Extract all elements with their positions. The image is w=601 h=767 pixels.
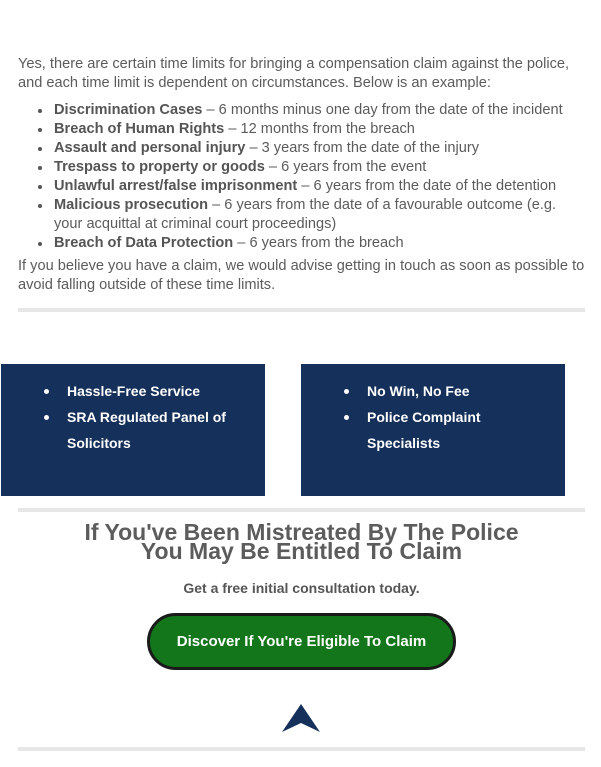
bullet-icon (344, 415, 349, 420)
up-arrow-icon[interactable] (281, 703, 321, 733)
list-item-detail: – 6 years from the event (264, 159, 427, 175)
list-item-detail: – 6 months minus one day from the date of the incident (202, 102, 563, 118)
section-divider (18, 508, 585, 512)
feature-item-label: Police Complaint Specialists (367, 409, 481, 451)
list-item (54, 139, 588, 158)
bullet-icon (344, 389, 349, 394)
time-limits-section (18, 55, 588, 295)
feature-item (1, 404, 265, 456)
bullet-icon (38, 242, 42, 246)
feature-list (301, 364, 565, 456)
cta-heading-line: You May Be Entitled To Claim (140, 538, 463, 564)
feature-item (301, 378, 565, 404)
list-item-term: Breach of Human Rights (54, 121, 225, 137)
feature-item (301, 404, 565, 456)
time-limits-list (18, 101, 588, 253)
list-item (54, 177, 588, 196)
list-item-detail: – 6 years from the breach (233, 235, 404, 251)
feature-box-right (301, 364, 565, 496)
cta-heading (18, 519, 585, 564)
feature-item-label: Hassle-Free Service (67, 383, 201, 399)
bullet-icon (38, 128, 42, 132)
cta-heading-line: If You've Been Mistreated By The Police (84, 519, 519, 545)
feature-list (1, 364, 265, 456)
list-item (54, 120, 588, 139)
list-item-term: Breach of Data Protection (54, 235, 234, 251)
list-item (54, 196, 588, 234)
list-item-term: Trespass to property or goods (54, 159, 265, 175)
feature-item-label: No Win, No Fee (367, 383, 470, 399)
feature-box-left (1, 364, 265, 496)
bullet-icon (38, 204, 42, 208)
list-item-term: Malicious prosecution (54, 197, 209, 213)
cta-subtitle: Get a free initial consultation today. (183, 580, 420, 596)
intro-paragraph: Yes, there are certain time limits for bringing a compensation claim against the police, and each time limit is dependent on circumstances. Below is an example: (18, 56, 570, 91)
section-divider (18, 747, 585, 751)
bullet-icon (44, 389, 49, 394)
feature-item-label: SRA Regulated Panel of Solicitors (67, 409, 226, 451)
bullet-icon (38, 166, 42, 170)
list-item-detail: – 6 years from the date of the detention (297, 178, 557, 194)
closing-paragraph: If you believe you have a claim, we would advise getting in touch as soon as possible to avoid falling outside of these time limits. (18, 258, 585, 293)
bullet-icon (38, 147, 42, 151)
list-item-term: Discrimination Cases (54, 102, 203, 118)
bullet-icon (38, 185, 42, 189)
list-item (54, 101, 588, 120)
section-divider (18, 308, 585, 312)
list-item-term: Assault and personal injury (54, 140, 246, 156)
list-item (54, 234, 588, 253)
bullet-icon (44, 415, 49, 420)
list-item-detail: – 12 months from the breach (224, 121, 415, 137)
list-item-term: Unlawful arrest/false imprisonment (54, 178, 298, 194)
feature-item (1, 378, 265, 404)
bullet-icon (38, 109, 42, 113)
list-item-detail: – 3 years from the date of the injury (245, 140, 480, 156)
eligibility-button[interactable]: Discover If You're Eligible To Claim (147, 613, 456, 670)
list-item (54, 158, 588, 177)
list-item-detail: – 6 years from the date of a favourable outcome (e.g. your acquittal at criminal court proceedings) (54, 197, 557, 232)
